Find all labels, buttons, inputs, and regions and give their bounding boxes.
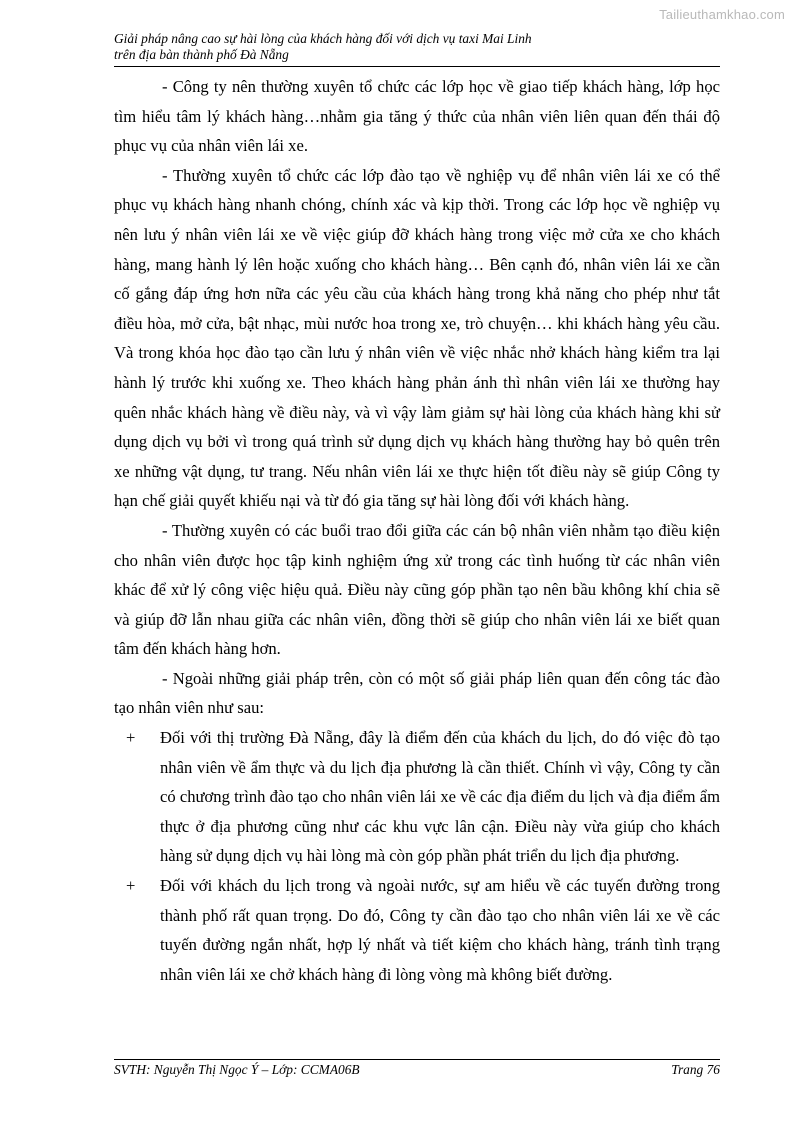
footer-divider: [114, 1059, 720, 1060]
bullet-text: Đối với thị trường Đà Nẵng, đây là điểm đến của khách du lịch, do đó việc đò tạo nhân viên về ẩm thực và du lịch địa phương là cần thiết. Chính vì vậy, Công ty cần có chương trình đào tạo cho nhân viên lái xe về các địa điểm du lịch và địa điểm ẩm thực ở địa phương cũng như các khu vực lân cận. Điều này vừa giúp cho khách hàng sử dụng dịch vụ hài lòng mà còn góp phần phát triển du lịch địa phương.: [160, 728, 720, 866]
paragraph: - Ngoài những giải pháp trên, còn có một số giải pháp liên quan đến công tác đào tạo nhân viên như sau:: [114, 668, 720, 718]
bullet-mark: +: [126, 728, 136, 748]
paragraph: - Công ty nên thường xuyên tổ chức các lớp học về giao tiếp khách hàng, lớp học tìm hiểu tâm lý khách hàng…nhằm gia tăng ý thức của nhân viên liên quan đến thái độ phục vụ của nhân viên lái xe.: [114, 77, 720, 156]
header-title-line2: trên địa bàn thành phố Đà Nẵng: [114, 47, 289, 62]
bullet-mark: +: [126, 876, 136, 896]
header-divider: [114, 66, 720, 67]
watermark: Tailieuthamkhao.com: [659, 7, 785, 22]
bullet-item: [114, 723, 720, 871]
document-body: [114, 72, 720, 989]
footer-student-info: SVTH: Nguyễn Thị Ngọc Ý – Lớp: CCMA06B: [114, 1062, 360, 1077]
paragraph: - Thường xuyên tổ chức các lớp đào tạo về nghiệp vụ để nhân viên lái xe có thể phục vụ khách hàng nhanh chóng, chính xác và kịp thời. Trong các lớp học về nghiệp vụ nên lưu ý nhân viên lái xe về việc giúp đỡ khách hàng trong việc mở cửa xe cho khách hàng, mang hành lý lên hoặc xuống cho khách hàng… Bên cạnh đó, nhân viên lái xe cần cố gắng đáp ứng hơn nữa các yêu cầu của khách hàng trong khả năng cho phép như tắt điều hòa, mở cửa, bật nhạc, mùi nước hoa trong xe, trò chuyện… khi khách hàng yêu cầu. Và trong khóa học đào tạo cần lưu ý nhân viên về việc nhắc nhở khách hàng kiểm tra lại hành lý trước khi xuống xe. Theo khách hàng phản ánh thì nhân viên lái xe thường hay quên nhắc khách hàng về điều này, và vì vậy làm giảm sự hài lòng của khách hàng khi sử dụng dịch vụ bởi vì trong quá trình sử dụng dịch vụ khách hàng thường hay bỏ quên trên xe những vật dụng, tư trang. Nếu nhân viên lái xe thực hiện tốt điều này sẽ giúp Công ty hạn chế giải quyết khiếu nại và từ đó gia tăng sự hài lòng đối với khách hàng.: [114, 165, 720, 511]
bullet-item: [114, 871, 720, 989]
paragraph: - Thường xuyên có các buổi trao đổi giữa các cán bộ nhân viên nhằm tạo điều kiện cho nhân viên được học tập kinh nghiệm ứng xử trong các tình huống từ các nhân viên khác để xử lý công việc hiệu quả. Điều này cũng góp phần tạo nên bầu không khí chia sẽ và giúp đỡ lẫn nhau giữa các nhân viên, đồng thời sẽ giúp cho nhân viên lái xe biết quan tâm đến khách hàng hơn.: [114, 520, 720, 659]
header-title-line1: Giải pháp nâng cao sự hài lòng của khách hàng đối với dịch vụ taxi Mai Linh: [114, 31, 532, 46]
page-number: Trang 76: [671, 1062, 720, 1077]
bullet-text: Đối với khách du lịch trong và ngoài nước, sự am hiểu về các tuyến đường trong thành phố rất quan trọng. Do đó, Công ty cần đào tạo cho nhân viên lái xe về các tuyến đường ngắn nhất, hợp lý nhất và tiết kiệm cho khách hàng, tránh tình trạng nhân viên lái xe chở khách hàng đi lòng vòng mà không biết đường.: [160, 876, 720, 984]
running-header: [114, 31, 720, 63]
